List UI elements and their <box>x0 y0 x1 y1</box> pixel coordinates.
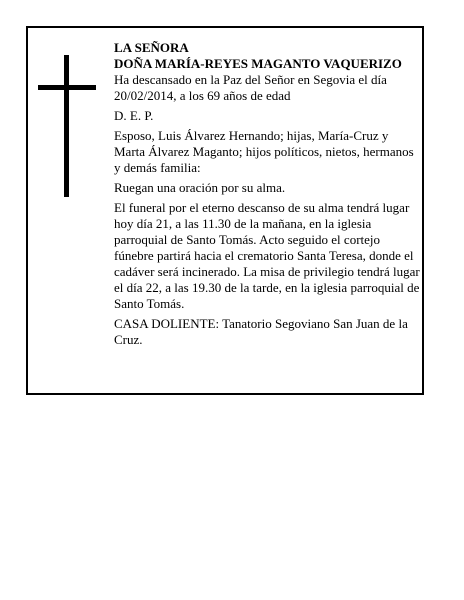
mourning-house: CASA DOLIENTE: Tanatorio Segoviano San Juan de la Cruz. <box>114 316 408 347</box>
notice-text-block <box>114 40 420 348</box>
cross-vertical-bar <box>64 55 69 197</box>
cross-horizontal-bar <box>38 85 96 90</box>
death-announcement: Ha descansado en la Paz del Señor en Segovia el día 20/02/2014, a los 69 años de edad <box>114 72 387 103</box>
rest-in-peace: D. E. P. <box>114 108 154 123</box>
prayer-request: Ruegan una oración por su alma. <box>114 180 286 195</box>
family-list: Esposo, Luis Álvarez Hernando; hijas, María-Cruz y Marta Álvarez Maganto; hijos políticos, nietos, hermanos y demás familia: <box>114 128 414 175</box>
cross-icon <box>38 55 96 197</box>
funeral-details: El funeral por el eterno descanso de su alma tendrá lugar hoy día 21, a las 11.30 de la mañana, en la iglesia parroquial de Santo Tomás. Acto seguido el cortejo fúnebre partirá hacia el crematorio Santa Teresa, donde el cadáver será incinerado. La misa de privilegio tendrá lugar el día 22, a las 19.30 de la tarde, en la iglesia parroquial de Santo Tomás. <box>114 200 420 311</box>
obituary-notice <box>26 26 424 395</box>
deceased-name: DOÑA MARÍA-REYES MAGANTO VAQUERIZO <box>114 56 402 71</box>
deceased-title: LA SEÑORA <box>114 40 189 55</box>
